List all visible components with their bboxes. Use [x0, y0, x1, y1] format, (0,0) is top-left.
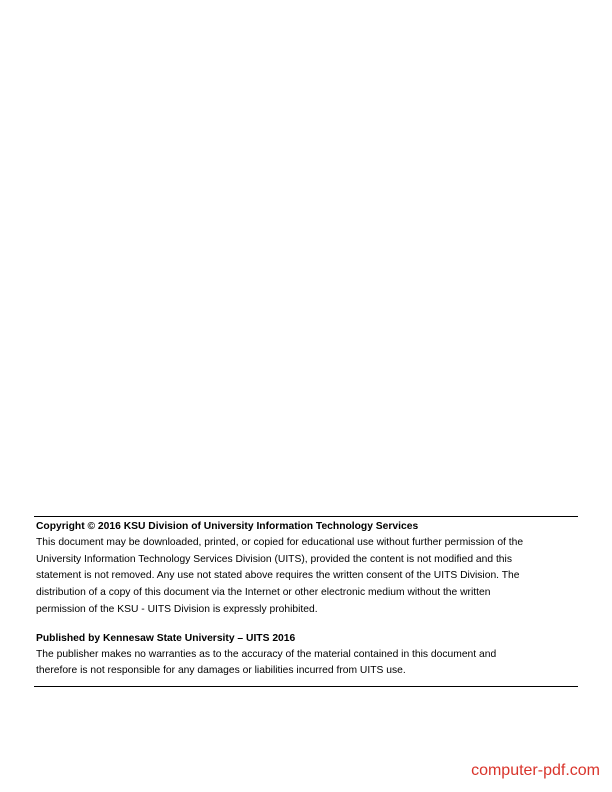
- copyright-notice-box: [34, 516, 578, 687]
- copyright-line: distribution of a copy of this document via the Internet or other electronic medium without the written: [36, 587, 491, 599]
- copyright-line: University Information Technology Services Division (UITS), provided the content is not modified and this: [36, 553, 512, 565]
- copyright-line: permission of the KSU - UITS Division is expressly prohibited.: [36, 603, 318, 615]
- publisher-line: The publisher makes no warranties as to the accuracy of the material contained in this document and: [36, 648, 497, 660]
- publisher-line: therefore is not responsible for any damages or liabilities incurred from UITS use.: [36, 665, 406, 677]
- copyright-line: This document may be downloaded, printed, or copied for educational use without further permission of the: [36, 537, 524, 548]
- section-spacer: [36, 619, 576, 630]
- publisher-heading: Published by Kennesaw State University – UITS 2016: [36, 632, 296, 644]
- copyright-heading: Copyright © 2016 KSU Division of University Information Technology Services: [36, 521, 419, 532]
- copyright-line: statement is not removed. Any use not stated above requires the written consent of the UITS Division. The: [36, 570, 520, 582]
- watermark-logo: computer-pdf.com: [471, 762, 600, 779]
